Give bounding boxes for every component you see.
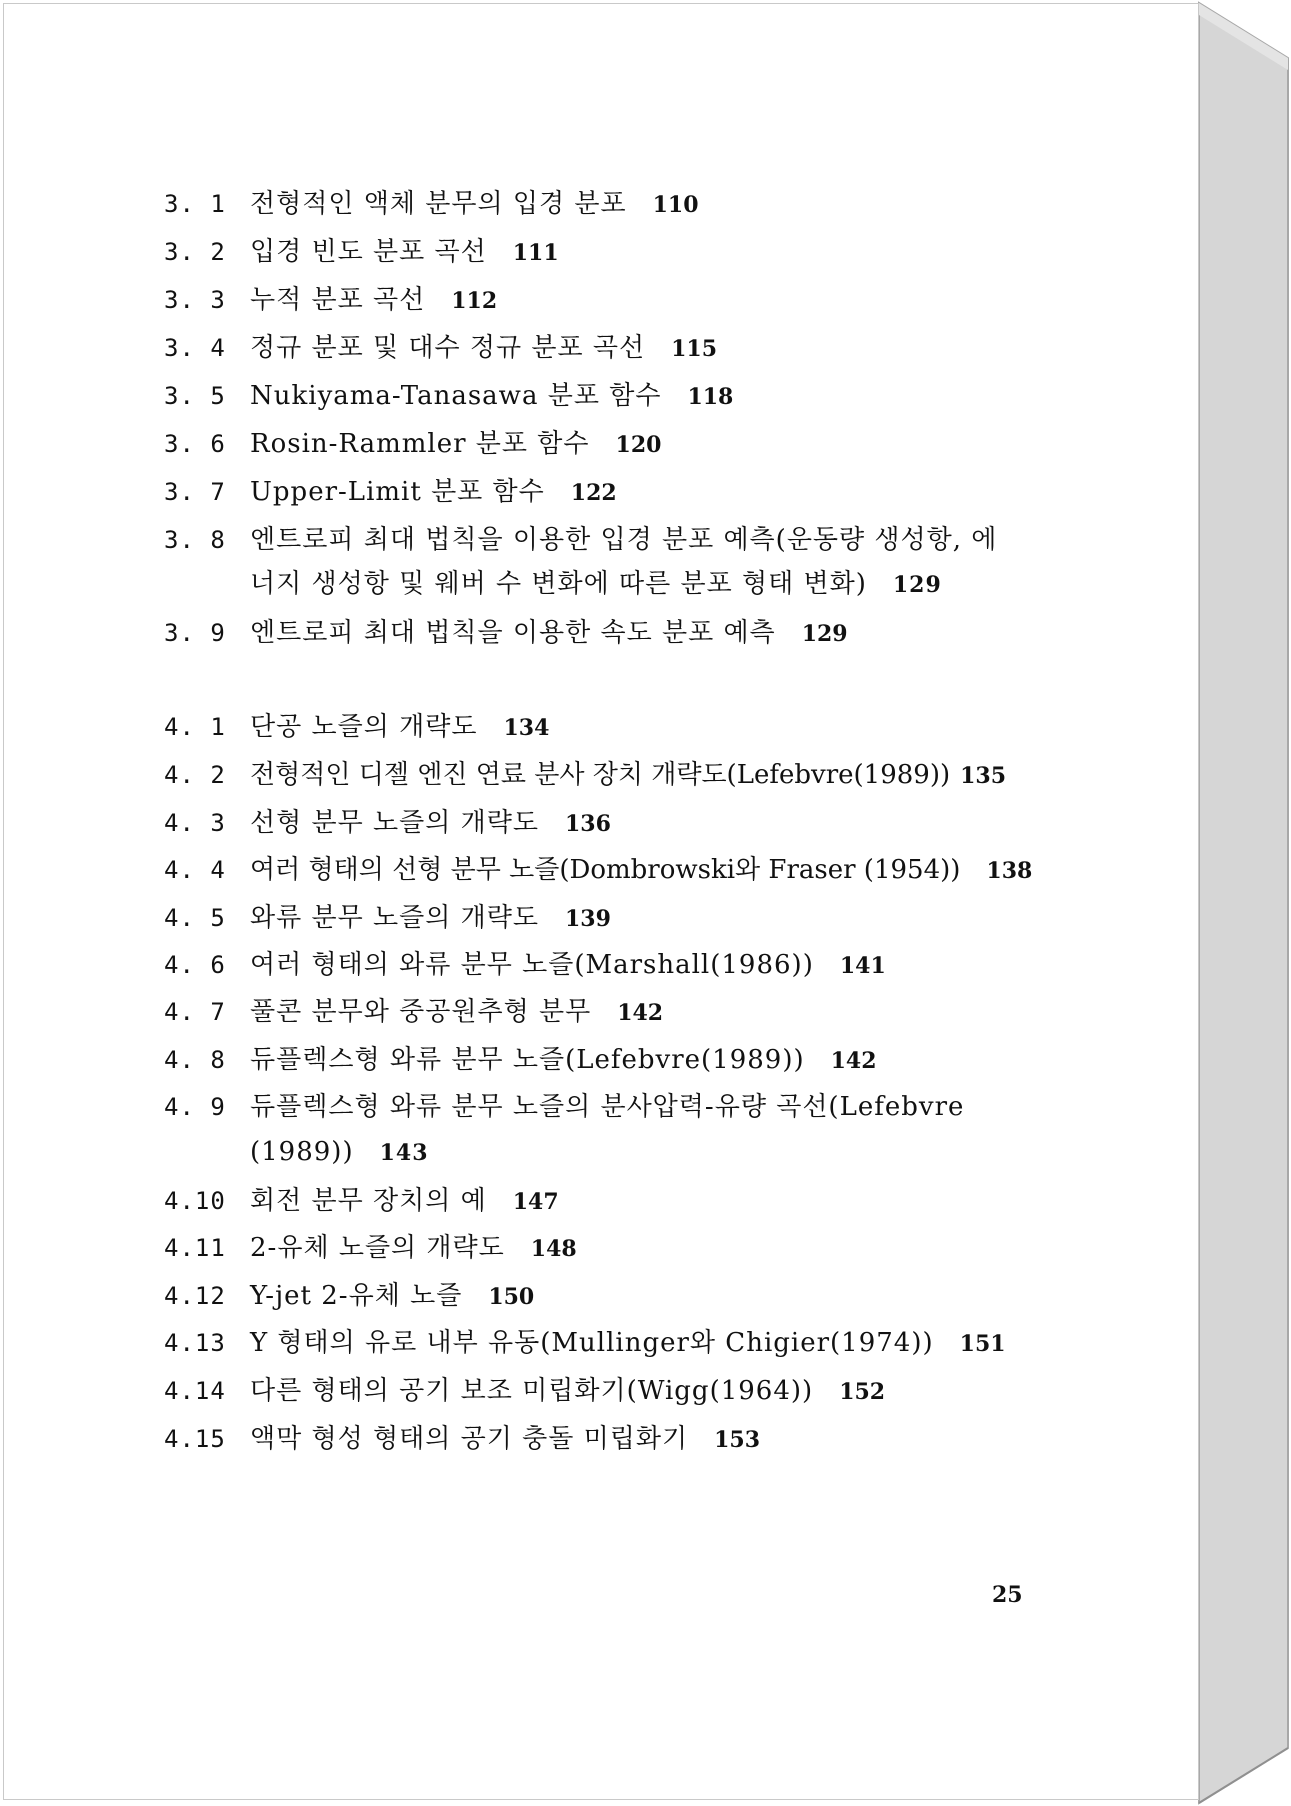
toc-entry: [164, 477, 1084, 508]
entry-title: Nukiyama-Tanasawa 분포 함수: [250, 381, 662, 411]
toc-entry: [164, 333, 1084, 364]
entry-number: 4. 8: [164, 1046, 226, 1074]
entry-title: Y 형태의 유로 내부 유동(Mullinger와 Chigier(1974)): [250, 1328, 934, 1358]
entry-number: 4. 1: [164, 713, 226, 741]
toc-entry: [164, 1328, 1084, 1359]
entry-number: 3. 4: [164, 334, 226, 362]
toc-entry: [164, 285, 1084, 316]
entry-title: 단공 노즐의 개략도: [250, 712, 478, 742]
entry-number: 3. 9: [164, 619, 226, 647]
entry-page: 147: [512, 1189, 559, 1215]
toc-entry: [164, 1233, 1084, 1264]
entry-page: 151: [959, 1331, 1006, 1357]
entry-title: 전형적인 디젤 엔진 연료 분사 장치 개략도(Lefebvre(1989)): [250, 760, 951, 790]
entry-title: 엔트로피 최대 법칙을 이용한 속도 분포 예측: [250, 618, 776, 648]
entry-title: 2-유체 노즐의 개략도: [250, 1233, 505, 1263]
entry-title: 와류 분무 노즐의 개략도: [250, 903, 539, 933]
entry-page: 139: [564, 906, 611, 932]
entry-number: 3. 1: [164, 190, 226, 218]
entry-number: 3. 3: [164, 286, 226, 314]
entry-number: 4. 5: [164, 904, 226, 932]
toc-entry: [164, 1281, 1084, 1312]
toc-entry: [164, 950, 1084, 981]
entry-number: 4. 3: [164, 809, 226, 837]
entry-number: 4.13: [164, 1329, 226, 1357]
entry-number: 4. 6: [164, 951, 226, 979]
table-of-figures: [4, 4, 1200, 1801]
entry-page: 152: [839, 1379, 886, 1405]
entry-title: Upper-Limit 분포 함수: [250, 477, 545, 507]
entry-title: 회전 분무 장치의 예: [250, 1186, 487, 1216]
entry-title: 여러 형태의 와류 분무 노즐(Marshall(1986)): [250, 950, 814, 980]
entry-title: Y-jet 2-유체 노즐: [250, 1281, 463, 1311]
toc-entry: [164, 1376, 1084, 1407]
entry-page: 141: [839, 953, 886, 979]
toc-entry: [164, 1045, 1084, 1076]
toc-entry: [164, 712, 1084, 743]
toc-entry-continuation: [250, 1137, 429, 1168]
entry-title: 전형적인 액체 분무의 입경 분포: [250, 189, 627, 219]
entry-title: 입경 빈도 분포 곡선: [250, 237, 487, 267]
entry-page: 129: [892, 572, 942, 598]
toc-entry: [164, 237, 1084, 268]
entry-number: 4. 2: [164, 761, 226, 789]
entry-number: 4. 4: [164, 856, 226, 884]
entry-number: 3. 2: [164, 238, 226, 266]
entry-number: 4.14: [164, 1377, 226, 1405]
entry-number: 4.12: [164, 1282, 226, 1310]
toc-entry: [164, 1424, 1084, 1455]
entry-title: 풀콘 분무와 중공원추형 분무: [250, 997, 592, 1027]
entry-number: 4. 7: [164, 998, 226, 1026]
entry-page: 150: [488, 1284, 535, 1310]
entry-page: 110: [652, 192, 699, 218]
toc-entry: [164, 808, 1084, 839]
entry-title: 듀플렉스형 와류 분무 노즐(Lefebvre(1989)): [250, 1045, 805, 1075]
entry-number: 4.10: [164, 1187, 226, 1215]
entry-page: 115: [671, 336, 718, 362]
entry-page: 136: [564, 811, 611, 837]
entry-number: 4.15: [164, 1425, 226, 1453]
toc-entry: [164, 997, 1084, 1028]
entry-title: 여러 형태의 선형 분무 노즐(Dombrowski와 Fraser (1954)): [250, 855, 961, 885]
entry-title: 엔트로피 최대 법칙을 이용한 입경 분포 예측(운동량 생성항, 에: [250, 525, 998, 555]
toc-entry-continuation: [250, 569, 942, 600]
entry-title: 액막 형성 형태의 공기 충돌 미립화기: [250, 1424, 689, 1454]
toc-entry: [164, 903, 1084, 934]
toc-entry: [164, 189, 1084, 220]
entry-title: 누적 분포 곡선: [250, 285, 426, 315]
entry-number: 4. 9: [164, 1093, 226, 1121]
entry-page: 111: [512, 240, 559, 266]
toc-entry: [164, 1186, 1084, 1217]
entry-page: 135: [960, 763, 1007, 789]
page-number: 25: [992, 1582, 1023, 1608]
entry-page: 153: [714, 1427, 761, 1453]
toc-entry: [164, 855, 1084, 886]
entry-title: 듀플렉스형 와류 분무 노즐의 분사압력-유량 곡선(Lefebvre: [250, 1092, 965, 1122]
entry-page: 120: [615, 432, 662, 458]
entry-number: 3. 6: [164, 430, 226, 458]
toc-entry: [164, 618, 1084, 649]
entry-title: 선형 분무 노즐의 개략도: [250, 808, 539, 838]
entry-page: 138: [986, 858, 1033, 884]
toc-entry: [164, 525, 1084, 555]
entry-number: 4.11: [164, 1234, 226, 1262]
toc-entry: [164, 429, 1084, 460]
entry-title-continued: 너지 생성항 및 웨버 수 변화에 따른 분포 형태 변화): [250, 569, 867, 599]
entry-page: 129: [801, 621, 848, 647]
entry-page: 118: [687, 384, 734, 410]
entry-title-continued: (1989)): [250, 1137, 354, 1167]
entry-number: 3. 7: [164, 478, 226, 506]
toc-entry: [164, 760, 1084, 791]
entry-page: 134: [503, 715, 550, 741]
entry-title: Rosin-Rammler 분포 함수: [250, 429, 590, 459]
toc-entry: [164, 1092, 1084, 1122]
entry-page: 122: [570, 480, 617, 506]
entry-title: 정규 분포 및 대수 정규 분포 곡선: [250, 333, 646, 363]
toc-entry: [164, 381, 1084, 412]
document-page: [3, 3, 1199, 1800]
entry-page: 112: [451, 288, 498, 314]
entry-page: 143: [379, 1140, 429, 1166]
entry-number: 3. 8: [164, 526, 226, 554]
entry-title: 다른 형태의 공기 보조 미립화기(Wigg(1964)): [250, 1376, 814, 1406]
entry-page: 148: [530, 1236, 577, 1262]
entry-page: 142: [617, 1000, 664, 1026]
entry-number: 3. 5: [164, 382, 226, 410]
entry-page: 142: [830, 1048, 877, 1074]
